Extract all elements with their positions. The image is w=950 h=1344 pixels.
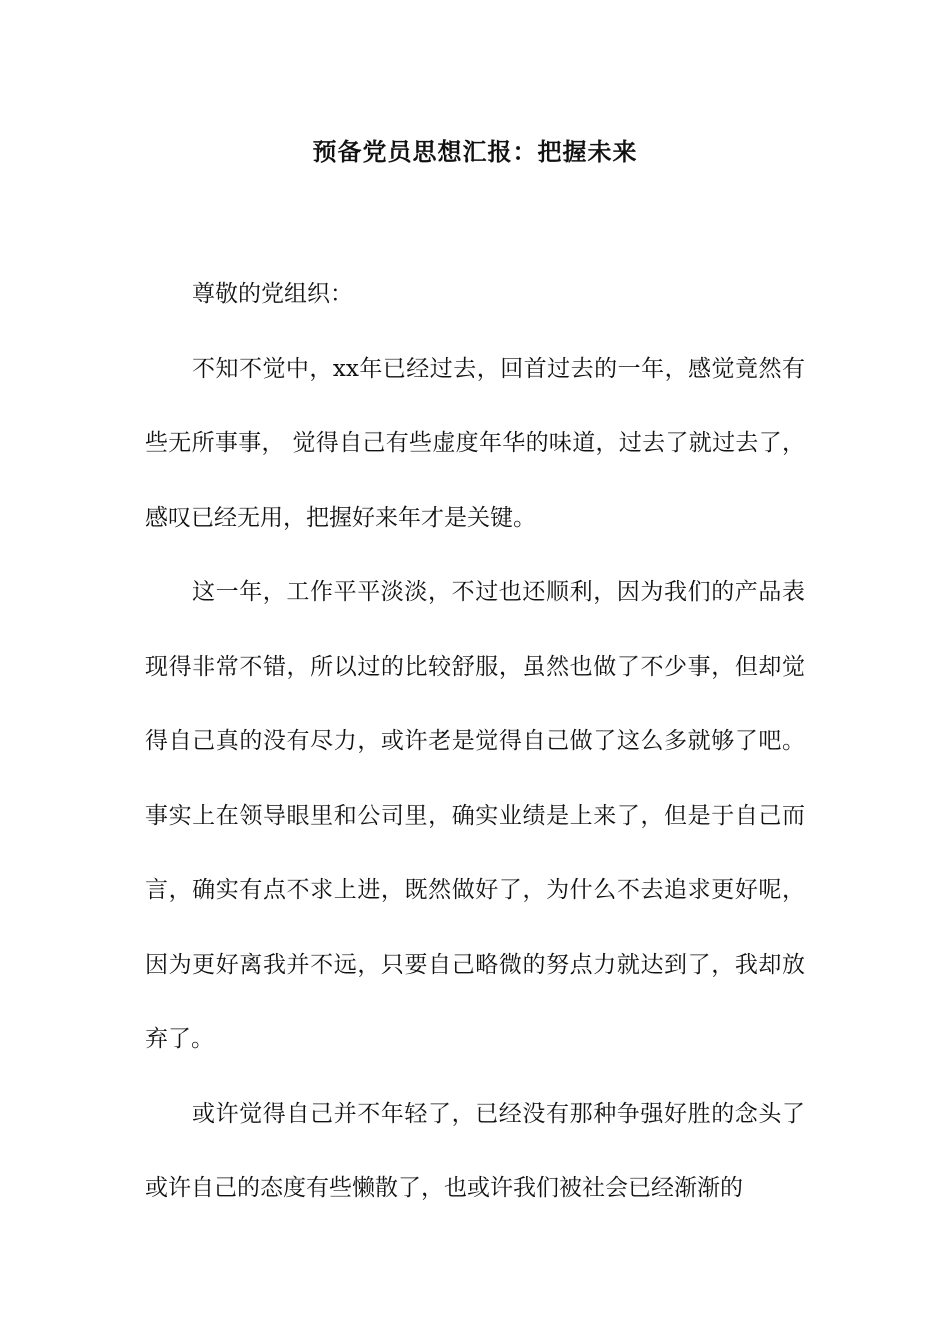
salutation: 尊敬的党组织： <box>192 281 353 307</box>
document-title: 预备党员思想汇报：把握未来 <box>312 138 638 166</box>
document-body <box>145 257 805 1226</box>
paragraph-1: 不知不觉中，xx年已经过去，回首过去的一年，感觉竟然有些无所事事， 觉得自己有些虚度年华的味道，过去了就过去了，感叹已经无用，把握好来年才是关键。 <box>145 355 805 531</box>
paragraph-3: 或许觉得自己并不年轻了，已经没有那种争强好胜的念头了或许自己的态度有些懒散了，也或许我们被社会已经渐渐的 <box>145 1100 805 1201</box>
paragraph-2: 这一年，工作平平淡淡，不过也还顺利，因为我们的产品表现得非常不错，所以过的比较舒服，虽然也做了不少事，但却觉得自己真的没有尽力，或许老是觉得自己做了这么多就够了吧。事实上在领导眼里和公司里，确实业绩是上来了，但是于自己而言，确实有点不求上进，既然做好了，为什么不去追求更好呢，因为更好离我并不远，只要自己略微的努点力就达到了，我却放弃了。 <box>145 579 805 1052</box>
